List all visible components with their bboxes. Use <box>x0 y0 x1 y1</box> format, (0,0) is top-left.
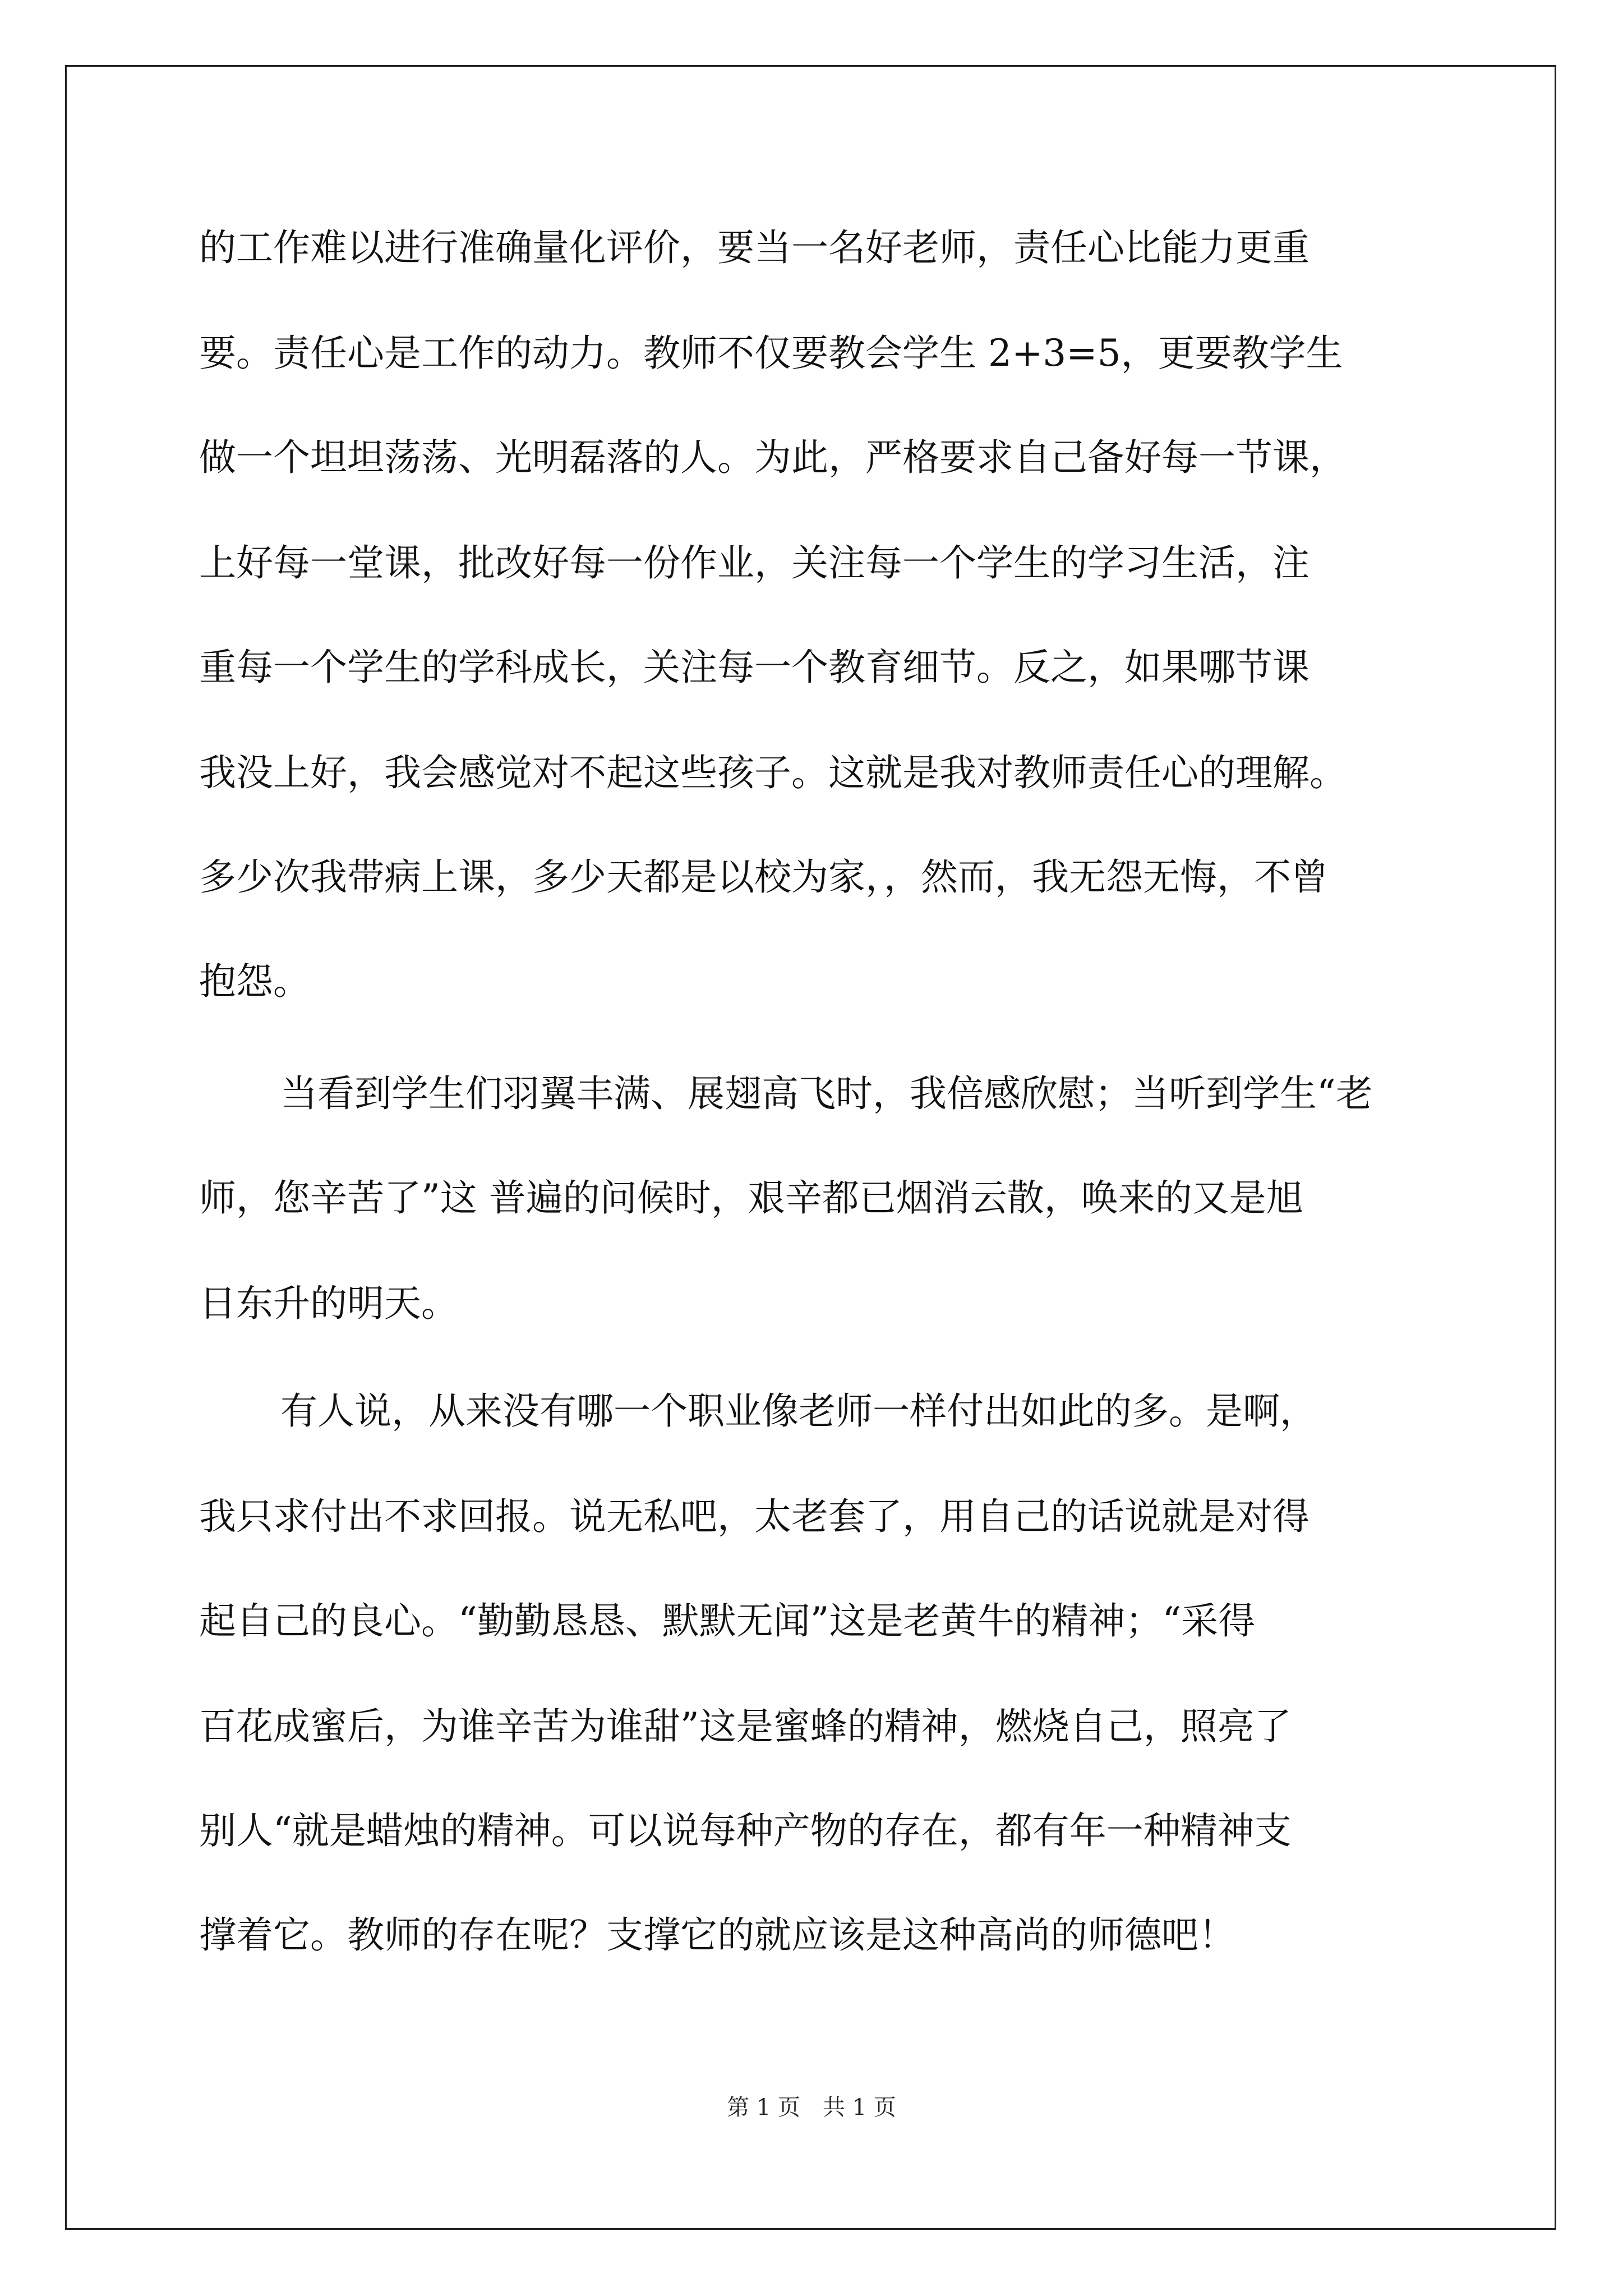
text-line: 我没上好，我会感觉对不起这些孩子。这就是我对教师责任心的理解。 <box>199 751 1347 794</box>
text-line: 师，您辛苦了”这 普遍的问候时，艰辛都已烟消云散，唤来的又是旭 <box>199 1176 1303 1220</box>
page-border <box>65 65 1556 2230</box>
page-number-footer: 第 1 页 共 1 页 <box>727 2095 896 2120</box>
text-line: 起自己的良心。“勤勤恳恳、默默无闻”这是老黄牛的精神；“采得 <box>199 1599 1256 1642</box>
text-line: 别人“就是蜡烛的精神。可以说每种产物的存在，都有年一种精神支 <box>199 1809 1292 1852</box>
text-line: 我只求付出不求回报。说无私吧，太老套了，用自己的话说就是对得 <box>199 1495 1310 1538</box>
text-line: 百花成蜜后，为谁辛苦为谁甜”这是蜜蜂的精神，燃烧自己，照亮了 <box>199 1705 1292 1748</box>
text-line: 多少次我带病上课，多少天都是以校为家，，然而，我无怨无悔，不曾 <box>199 855 1328 899</box>
text-line: 上好每一堂课，批改好每一份作业，关注每一个学生的学习生活，注 <box>199 541 1310 585</box>
text-line: 当看到学生们羽翼丰满、展翅高飞时，我倍感欣慰；当听到学生“老 <box>280 1072 1373 1115</box>
text-line: 有人说，从来没有哪一个职业像老师一样付出如此的多。是啊， <box>280 1389 1317 1433</box>
text-line: 的工作难以进行准确量化评价，要当一名好老师，责任心比能力更重 <box>199 226 1310 269</box>
text-line: 重每一个学生的学科成长，关注每一个教育细节。反之，如果哪节课 <box>199 646 1310 689</box>
text-line: 要。责任心是工作的动力。教师不仅要教会学生 2+3=5，更要教学生 <box>199 332 1343 375</box>
text-line: 日东升的明天。 <box>199 1282 458 1325</box>
text-line: 撑着它。教师的存在呢？支撑它的就应该是这种高尚的师德吧！ <box>199 1913 1235 1957</box>
text-line: 抱怨。 <box>199 960 310 1003</box>
text-line: 做一个坦坦荡荡、光明磊落的人。为此，严格要求自己备好每一节课， <box>199 436 1347 479</box>
